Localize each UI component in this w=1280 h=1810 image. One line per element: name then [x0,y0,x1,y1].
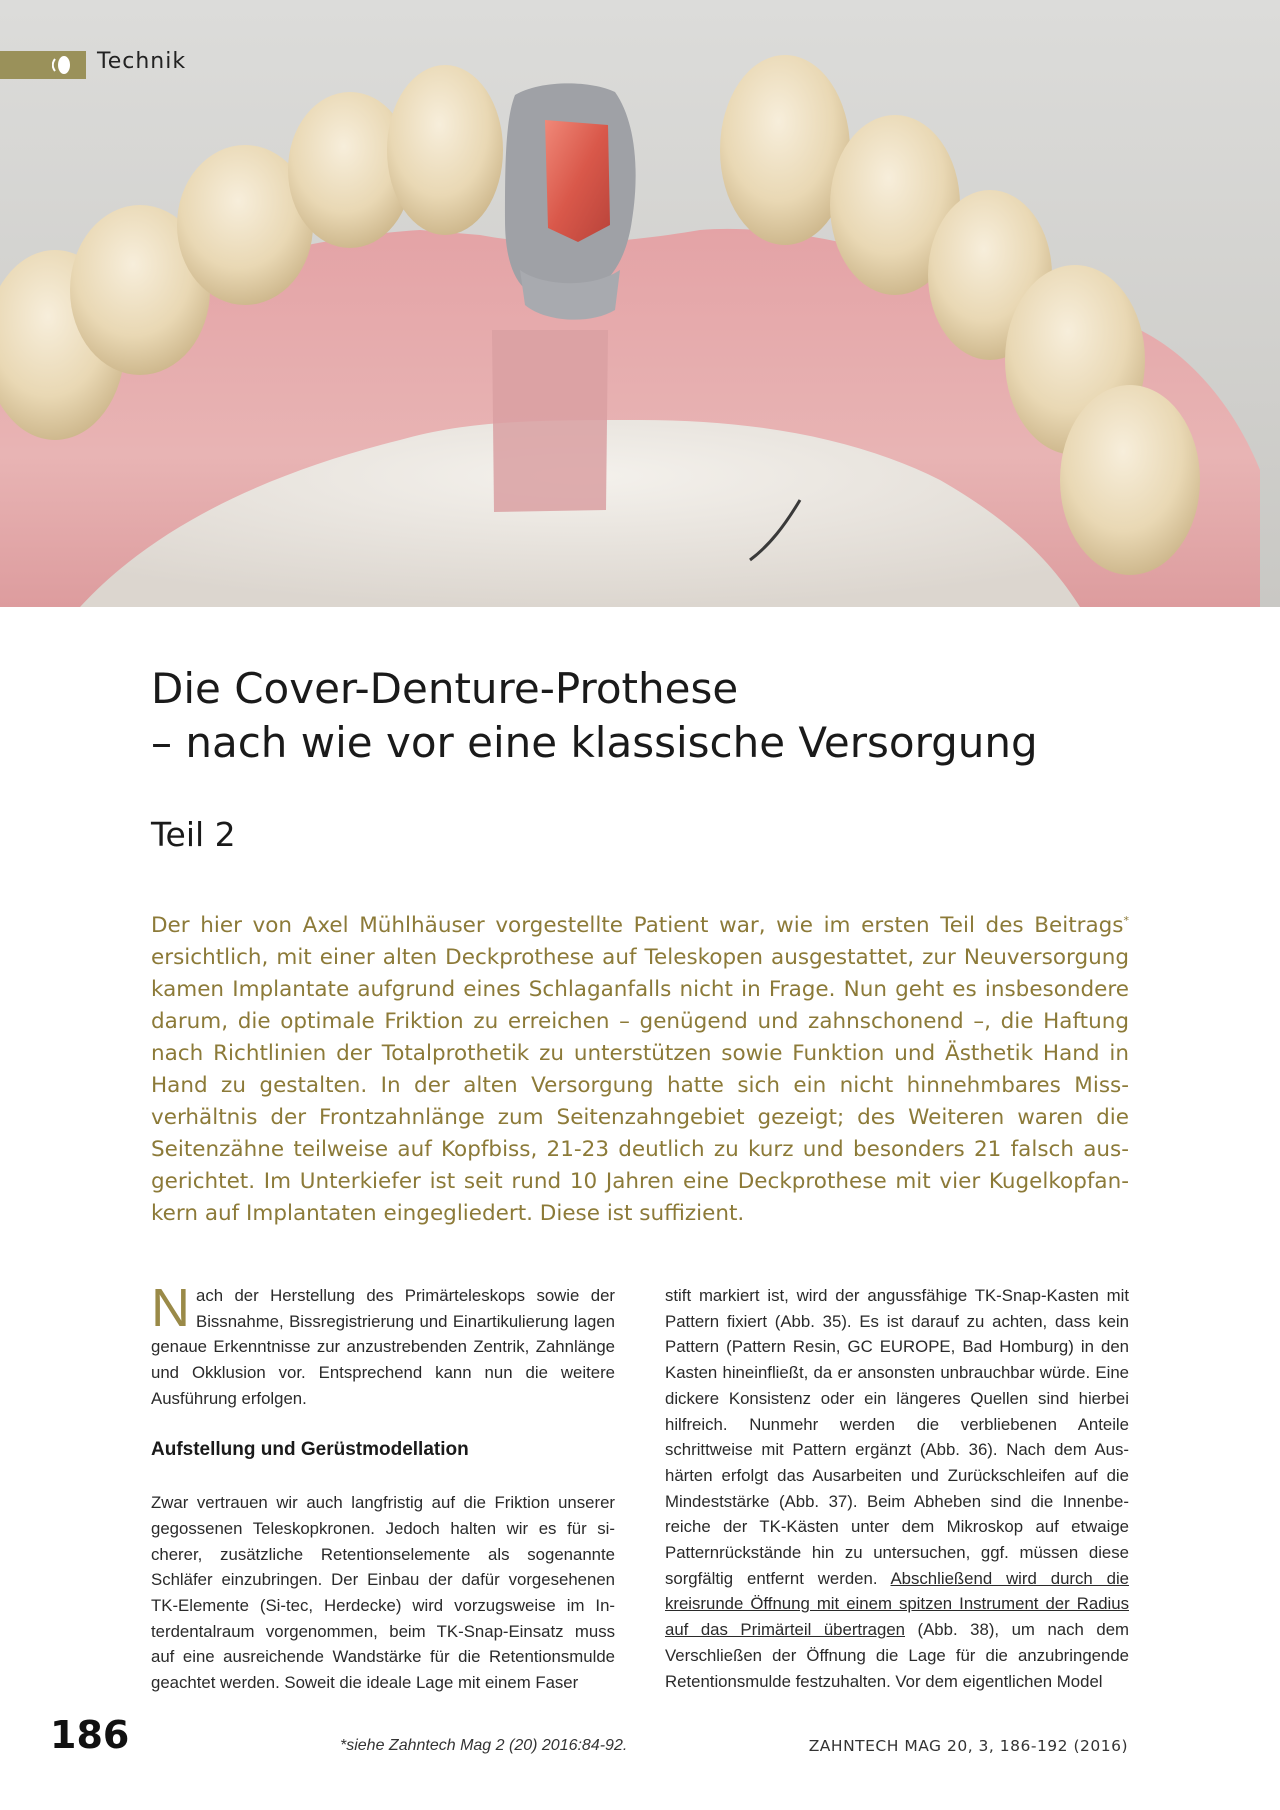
body-paragraph [151,1278,615,1412]
body-column-left [151,1278,615,1696]
lead-text-continued: ersichtlich, mit einer alten Deckprothese auf Teleskopen ausgestattet, zur Neuversorgung kamen Implantate aufgrund eines Schlaganfalls nicht in Frage. Nun geht es insbesondere darum, die optimale Friktion zu erreichen – genügend und zahnschonend –, die Haftung nach Richtlinien der Totalprothetik zu unterstützen sowie Funktion und Ästhetik Hand in Hand zu gestalten. In der alten Versorgung hatte sich ein nicht hinnehmbares Missverhältnis der Frontzahnlänge zum Seitenzahngebiet gezeigt; des Weiteren waren die Seitenzähne teilweise auf Kopfbiss, 21-23 deutlich zu kurz und besonders 21 falsch ausgerichtet. Im Unterkiefer ist seit rund 10 Jahren eine Deckprothese mit vier Kugelkopfankern auf Implantaten eingegliedert. Diese ist suffizient. [151,945,1129,1227]
article-title [151,662,1151,770]
lead-text: Der hier von Axel Mühlhäuser vorgestellte Patient war, wie im ersten Teil des Beitrags [151,913,1124,939]
paragraph-text: ach der Herstellung des Primärteleskops sowie der Bissnahme, Bissregistrierung und Einartikulierung lagen genaue Erkenntnisse zur anzustrebenden Zentrik, Zahnlänge und Okklusion vor. Entsprechend kann nun die weitere Ausführung erfolgen. [151,1286,615,1408]
footnote: *siehe Zahntech Mag 2 (20) 2016:84-92. [340,1737,628,1754]
underlined-text: Abschließend wird durch die kreisrunde Öffnung mit einem spitzen Instrument der Radius auf das Primärteil übertragen [665,1568,1130,1640]
paragraph-text: stift markiert ist, wird der angussfähige TK-Snap-Kasten mit Pattern fixiert (Abb. 35). Es ist darauf zu achten, dass kein Pattern (Pattern Resin, GC EUROPE, Bad Homburg) in den Kasten hineinfließt, da er ansonsten unbrauchbar würde. Eine dickere Konsistenz oder ein längeres Quellen sind hierbei hilfreich. Nunmehr werden die verbliebenen Anteile schrittweise mit Pattern ergänzt (Abb. 36). Nach dem Aushärten erfolgt das Ausarbeiten und Zurückschleifen auf die Mindeststärke (Abb. 37). Beim Abheben sind die Innenbereiche der TK-Kästen unter dem Mikroskop auf etwaige Patternrückstände hin zu untersuchen, ggf. müssen diese sorgfältig entfernt werden. [665,1286,1129,1588]
article-title-line1: Die Cover-Denture-Prothese [151,664,739,713]
paragraph-text: (Abb. 38), um nach dem Verschließen der Öffnung die Lage für die anzubringende Retentionsmulde festzuhalten. Vor dem eigentlichen Model [665,1620,1130,1691]
drop-cap: N [151,1278,190,1338]
body-paragraph: Zwar vertrauen wir auch langfristig auf die Friktion unserer gegossenen Teleskopkronen. Jedoch halten wir es für sicherer, zusätzliche Retentionselemente als sogenannte Schläfer einzubringen. Der Einbau der dafür vorgesehenen TK-Elemente (Si-tec, Herdecke) wird vorzugsweise im Interdentalraum vorgenommen, beim TK-Snap-Einsatz muss auf eine ausreichende Wandstärke für die Retentionsmulde geachtet werden. Soweit die ideale Lage mit einem Faser [151,1493,615,1693]
section-color-bar [0,51,86,79]
lead-paragraph [151,905,1129,1230]
section-heading: Aufstellung und Gerüstmodellation [151,1438,469,1460]
page-number: 186 [50,1713,130,1757]
journal-reference: ZAHNTECH MAG 20, 3, 186-192 (2016) [808,1737,1128,1755]
section-label: Technik [97,49,187,74]
dental-model-photo [0,0,1280,607]
article-subtitle: Teil 2 [151,815,236,854]
sound-wave-icon [52,54,72,76]
footnote-marker: * [1123,914,1129,927]
article-title-line2: – nach wie vor eine klassische Versorgung [151,718,1038,767]
body-column-right [665,1283,1129,1694]
body-paragraph [665,1283,1129,1694]
